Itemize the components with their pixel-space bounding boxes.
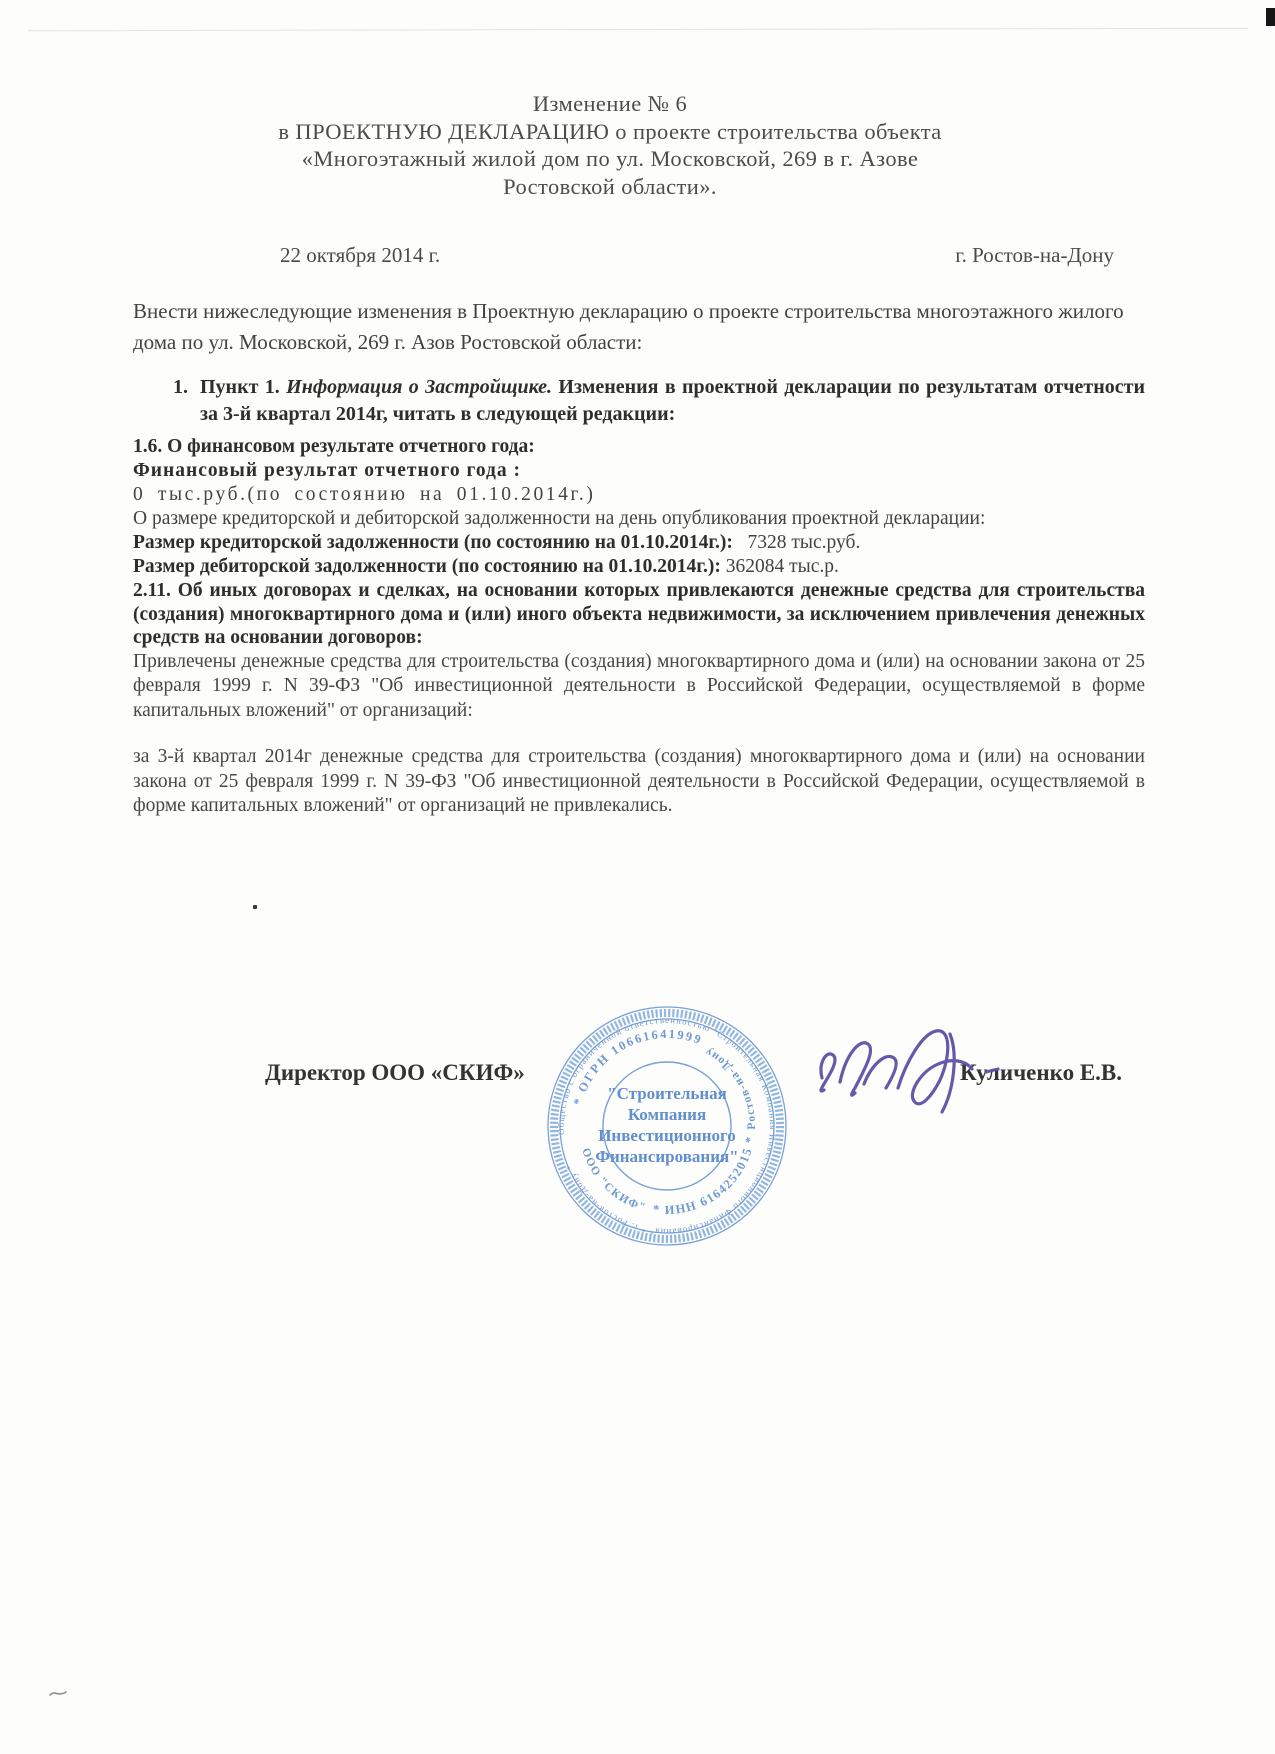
debtor-value: 362084 тыс.р. [720,556,839,577]
fin-result-label: Финансовый результат отчетного года : [133,460,522,481]
stray-pen-mark [48,1686,70,1698]
stamp-ogrn-text: * ОГРН 10661641999 [570,1026,705,1107]
document-date: 22 октября 2014 г. [280,243,441,267]
signature-svg [800,1012,1020,1122]
section-2-11-heading: 2.11. Об иных договорах и сделках, на основании которых привлекаются денежные средства для строительства (создания) многоквартирного дома и (или) иного объекта недвижимости, за исключением привлечения денежных средств на основании договоров: [133,580,1145,648]
company-stamp [542,1001,792,1251]
creditor-value: 7328 тыс.руб. [732,532,861,553]
stamp-center-line-1: "Строительная [607,1084,727,1103]
document-title [255,90,965,200]
item1-rest: Изменения в проектной декларации по результатам отчетности за 3-й квартал 2014г, читать в следующей редакции: [200,376,1145,425]
stamp-ooo-text: ООО "СКИФ" [579,1146,648,1215]
scan-artifact-line [28,28,1248,32]
title-line-4: Ростовской области». [503,173,717,199]
date-row [133,243,1144,268]
handwritten-signature [800,1012,1020,1122]
signature-name: Куличенко Е.В. [960,1060,1122,1085]
title-line-3: «Многоэтажный жилой дом по ул. Московской, 269 в г. Азове [301,146,919,171]
debtor-line [133,555,1145,579]
document-city: г. Ростов-на-Дону [955,243,1114,267]
creditor-label: Размер кредиторской задолженности (по состоянию на 01.10.2014г.): [133,532,733,553]
item1-italic: Информация о Застройщике. [286,376,553,398]
attracted-paragraph: Привлечены денежные средства для строительства (создания) многоквартирного дома и (или) на основании закона от 25 февраля 1999 г. N 39-ФЗ "Об инвестиционной деятельности в Российской Федерации, осуществляемой в форме капитальных вложений" от организаций: [133,650,1145,721]
stamp-outer-ring-text: Общество с ограниченной ответственностью "Строительная Компания Инвестиционного Финансирования" * г. Ростов-на-Дону * [555,1014,779,1238]
list-item-1 [133,374,1145,428]
stamp-center-line-2: Компания [627,1105,707,1124]
item1-lead: Пункт 1. [200,376,287,398]
scan-corner-mark [1266,8,1275,26]
stray-ink-dot [253,905,257,909]
stamp-center-line-4: Финансирования" [595,1147,739,1166]
title-line-2: в ПРОЕКТНУЮ ДЕКЛАРАЦИЮ о проекте строительства объекта [278,118,942,144]
stamp-svg [542,1001,792,1251]
debtor-label: Размер дебиторской задолженности (по состоянию на 01.10.2014г.): [133,556,721,577]
stamp-inn-text: * ИНН 6164252015 * [652,1134,758,1218]
list-item-number: 1. [173,376,188,398]
quarter-paragraph: за 3-й квартал 2014г денежные средства для строительства (создания) многоквартирного дома и (или) на основании закона от 25 февраля 1999 г. N 39-ФЗ "Об инвестиционной деятельности в Российской Федерации, осуществляемой в форме капитальных вложений" от организаций не привлекались. [133,746,1145,816]
signature-title: Директор ООО «СКИФ» [265,1060,525,1085]
stamp-center-line-3: Инвестиционного [598,1126,736,1145]
intro-paragraph: Внести нижеследующие изменения в Проектную декларацию о проекте строительства многоэтажного жилого дома по ул. Московской, 269 г. Азов Ростовской области: [133,299,1124,354]
debt-intro-line: О размере кредиторской и дебиторской задолженности на день опубликования проектной декларации: [133,508,986,529]
creditor-line [133,531,1145,555]
section-1-6-heading: 1.6. О финансовом результате отчетного года: [133,436,535,457]
title-line-1: Изменение № 6 [532,91,688,116]
fin-result-value: 0 тыс.руб.(по состоянию на 01.10.2014г.) [133,484,596,505]
stamp-city-text: Ростов-на-Дону [702,1044,759,1130]
document-body [133,374,1145,819]
